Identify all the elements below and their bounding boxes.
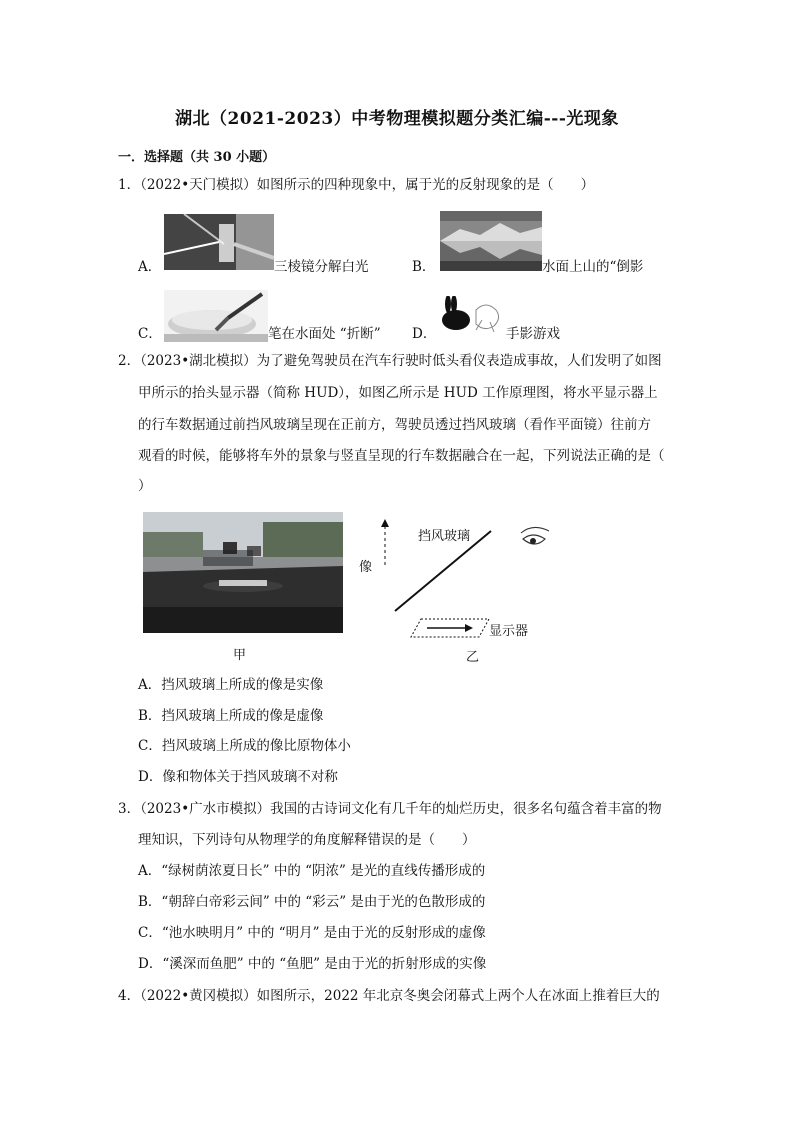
hud-photo-image	[143, 512, 343, 633]
q3-option-d: D．“溪深而鱼肥” 中的 “鱼肥” 是由于光的折射形成的实像	[138, 956, 487, 972]
q2-option-b: B．挡风玻璃上所成的像是虚像	[138, 708, 324, 724]
hand-shadow-image	[436, 296, 506, 340]
eye-icon	[521, 527, 549, 544]
q1-option-d-letter: D．	[412, 326, 437, 342]
q1-option-b-letter: B．	[412, 259, 436, 275]
hand-shadow-photo	[436, 296, 506, 340]
q2-option-a: A．挡风玻璃上所成的像是实像	[138, 677, 324, 693]
q3-option-c: C．“池水映明月” 中的 “明月” 是由于光的反射形成的虚像	[138, 925, 486, 941]
image-arrow-head	[381, 519, 389, 527]
q2-option-d: D．像和物体关于挡风玻璃不对称	[138, 769, 338, 785]
image-label: 像	[359, 560, 373, 575]
hud-photo	[143, 512, 343, 633]
q3-option-b: B．“朝辞白帝彩云间” 中的 “彩云” 是由于光的色散形成的	[138, 894, 486, 910]
q1-option-c-text: 笔在水面处 “折断”	[268, 326, 381, 342]
q3-option-a: A．“绿树荫浓夏日长” 中的 “阴浓” 是光的直线传播形成的	[138, 863, 486, 879]
q1-option-a-letter: A．	[138, 259, 162, 275]
mountain-reflection-image	[440, 211, 542, 271]
section-heading: 一．选择题（共 30 小题）	[118, 150, 276, 165]
pencil-in-water-image	[164, 290, 268, 342]
figure-jia-label: 甲	[233, 648, 247, 663]
display-arrow-head	[465, 624, 473, 632]
q3-line-1: 3．（2023•广水市模拟）我国的古诗词文化有几千年的灿烂历史，很多名句蕴含着丰富的物	[118, 801, 662, 817]
q1-option-c-letter: C．	[138, 326, 162, 342]
windshield-label: 挡风玻璃	[418, 529, 471, 544]
q1-option-d-text: 手影游戏	[506, 326, 560, 342]
q2-option-c: C．挡风玻璃上所成的像比原物体小	[138, 738, 351, 754]
q2-line-5: ）	[138, 478, 152, 494]
q1-stem: 1．（2022•天门模拟）如图所示的四种现象中，属于光的反射现象的是（ ）	[118, 177, 595, 193]
q2-line-4: 观看的时候，能够将车外的景象与竖直呈现的行车数据融合在一起，下列说法正确的是（	[138, 448, 665, 464]
q4-stem: 4．（2022•黄冈模拟）如图所示，2022 年北京冬奥会闭幕式上两个人在冰面上推着巨大的	[118, 988, 660, 1004]
q2-line-3: 的行车数据通过前挡风玻璃呈现在正前方，驾驶员透过挡风玻璃（看作平面镜）往前方	[138, 417, 651, 433]
page-title: 湖北（2021-2023）中考物理模拟题分类汇编---光现象	[175, 109, 619, 129]
q2-line-2: 甲所示的抬头显示器（简称 HUD），如图乙所示是 HUD 工作原理图，将水平显示器上	[138, 385, 658, 401]
figure-yi-label: 乙	[466, 650, 480, 665]
display-label: 显示器	[489, 624, 529, 639]
prism-image	[164, 214, 274, 270]
q1-option-b-text: 水面上山的“倒影	[542, 259, 644, 275]
q3-line-2: 理知识，下列诗句从物理学的角度解释错误的是（ ）	[138, 832, 476, 848]
q1-option-a-text: 三棱镜分解白光	[274, 259, 369, 275]
prism-photo	[164, 214, 274, 270]
mountain-reflection-photo	[440, 211, 542, 271]
pencil-in-water-photo	[164, 290, 268, 342]
q2-line-1: 2．（2023•湖北模拟）为了避免驾驶员在汽车行驶时低头看仪表造成事故，人们发明了如图	[118, 353, 662, 369]
